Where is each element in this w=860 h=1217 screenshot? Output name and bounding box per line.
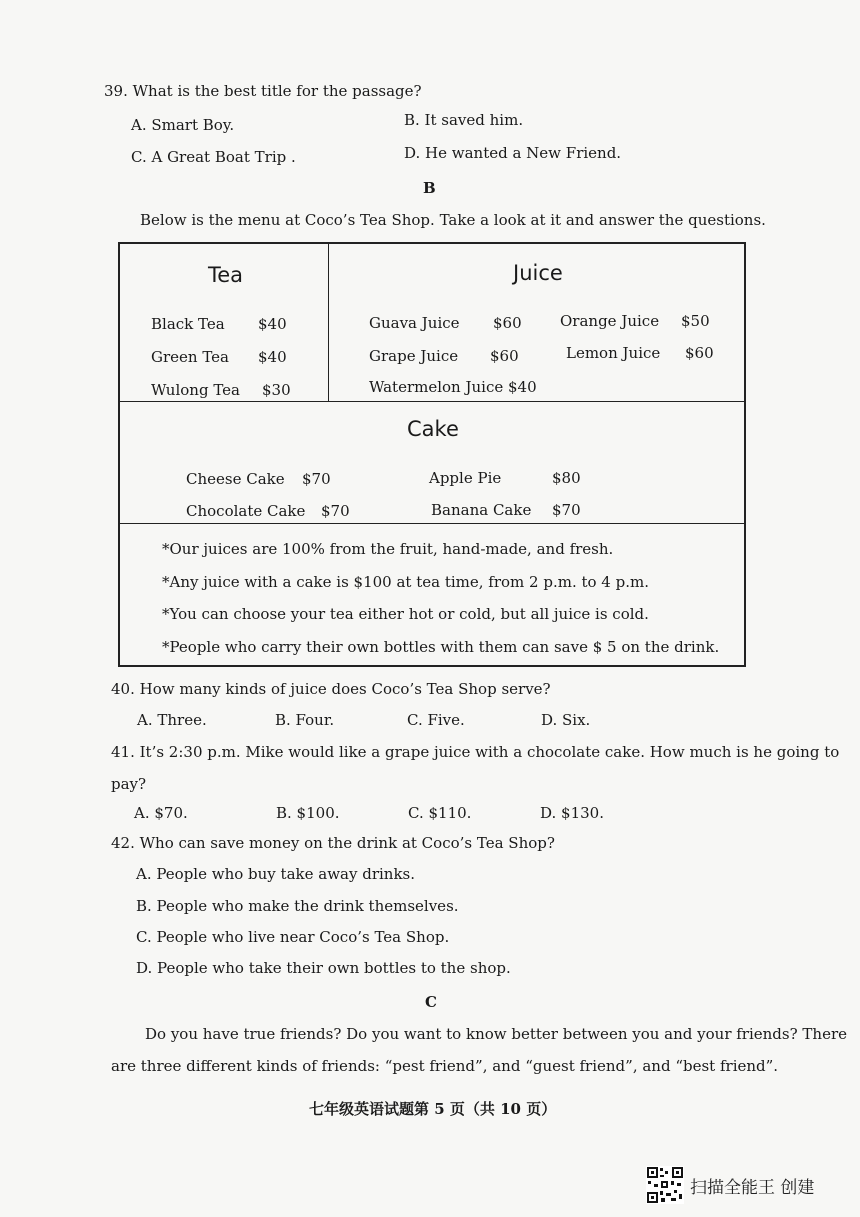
- page-footer: 七年级英语试题第 5 页（共 10 页）: [309, 1100, 557, 1118]
- q39-option-a: A. Smart Boy.: [131, 116, 235, 134]
- scanner-watermark: 扫描全能王 创建: [690, 1178, 815, 1198]
- section-b-heading: B: [423, 179, 436, 197]
- q41-option-a: A. $70.: [134, 804, 188, 822]
- question-41-line-1: 41. It’s 2:30 p.m. Mike would like a grape juice with a chocolate cake. How much is he going to: [111, 743, 840, 761]
- menu-item-name: Orange Juice: [560, 312, 660, 330]
- menu-cake-heading: Cake: [407, 417, 459, 441]
- menu-item-price: $70: [321, 502, 350, 520]
- qr-code-icon: [646, 1166, 684, 1204]
- q40-option-b: B. Four.: [275, 711, 335, 729]
- q42-option-a: A. People who buy take away drinks.: [136, 865, 416, 883]
- q42-option-d: D. People who take their own bottles to the shop.: [136, 959, 511, 977]
- menu-divider-1: [120, 401, 744, 402]
- menu-item-name: Cheese Cake: [186, 470, 285, 488]
- q40-option-d: D. Six.: [541, 711, 591, 729]
- menu-tea-heading: Tea: [208, 263, 244, 287]
- menu-item-name: Apple Pie: [429, 469, 502, 487]
- menu-item-name: Green Tea: [151, 348, 229, 366]
- q39-option-d: D. He wanted a New Friend.: [404, 144, 622, 162]
- q41-option-d: D. $130.: [540, 804, 604, 822]
- q39-option-b: B. It saved him.: [404, 111, 524, 129]
- section-c-paragraph-line-1: Do you have true friends? Do you want to know better between you and your friends? There: [145, 1025, 848, 1043]
- menu-item-name: Guava Juice: [369, 314, 460, 332]
- question-41-line-2: pay?: [111, 775, 147, 793]
- menu-item-name: Black Tea: [151, 315, 225, 333]
- menu-item-price: $40: [258, 315, 287, 333]
- menu-item-price: $70: [552, 501, 581, 519]
- menu-juice-heading: Juice: [513, 261, 563, 285]
- q40-option-c: C. Five.: [407, 711, 465, 729]
- menu-item-price: $50: [681, 312, 710, 330]
- menu-item-name: Chocolate Cake: [186, 502, 306, 520]
- q40-option-a: A. Three.: [137, 711, 207, 729]
- menu-item-price: $60: [493, 314, 522, 332]
- menu-item-name: Watermelon Juice $40: [369, 378, 537, 396]
- menu-note: *You can choose your tea either hot or cold, but all juice is cold.: [162, 605, 649, 623]
- menu-item-price: $40: [258, 348, 287, 366]
- q41-option-c: C. $110.: [408, 804, 472, 822]
- menu-item-name: Banana Cake: [431, 501, 532, 519]
- menu-item-name: Lemon Juice: [566, 344, 661, 362]
- q42-option-b: B. People who make the drink themselves.: [136, 897, 459, 915]
- menu-item-name: Grape Juice: [369, 347, 459, 365]
- section-c-paragraph-line-2: are three different kinds of friends: “pest friend”, and “guest friend”, and “best friend”.: [111, 1057, 779, 1075]
- menu-table: [118, 242, 746, 667]
- menu-divider-2: [120, 523, 744, 524]
- menu-item-price: $60: [685, 344, 714, 362]
- menu-note: *Any juice with a cake is $100 at tea time, from 2 p.m. to 4 p.m.: [162, 573, 649, 591]
- menu-divider-vertical: [328, 244, 329, 402]
- q39-option-c: C. A Great Boat Trip .: [131, 148, 296, 166]
- question-39: 39. What is the best title for the passage?: [104, 82, 422, 100]
- menu-note: *People who carry their own bottles with them can save $ 5 on the drink.: [162, 638, 720, 656]
- section-b-intro: Below is the menu at Coco’s Tea Shop. Take a look at it and answer the questions.: [140, 211, 766, 229]
- q42-option-c: C. People who live near Coco’s Tea Shop.: [136, 928, 450, 946]
- menu-item-price: $30: [262, 381, 291, 399]
- menu-item-price: $80: [552, 469, 581, 487]
- menu-note: *Our juices are 100% from the fruit, hand-made, and fresh.: [162, 540, 614, 558]
- question-40: 40. How many kinds of juice does Coco’s Tea Shop serve?: [111, 680, 551, 698]
- section-c-heading: C: [425, 993, 437, 1011]
- menu-item-name: Wulong Tea: [151, 381, 240, 399]
- q41-option-b: B. $100.: [276, 804, 340, 822]
- question-42: 42. Who can save money on the drink at Coco’s Tea Shop?: [111, 834, 555, 852]
- menu-item-price: $70: [302, 470, 331, 488]
- menu-item-price: $60: [490, 347, 519, 365]
